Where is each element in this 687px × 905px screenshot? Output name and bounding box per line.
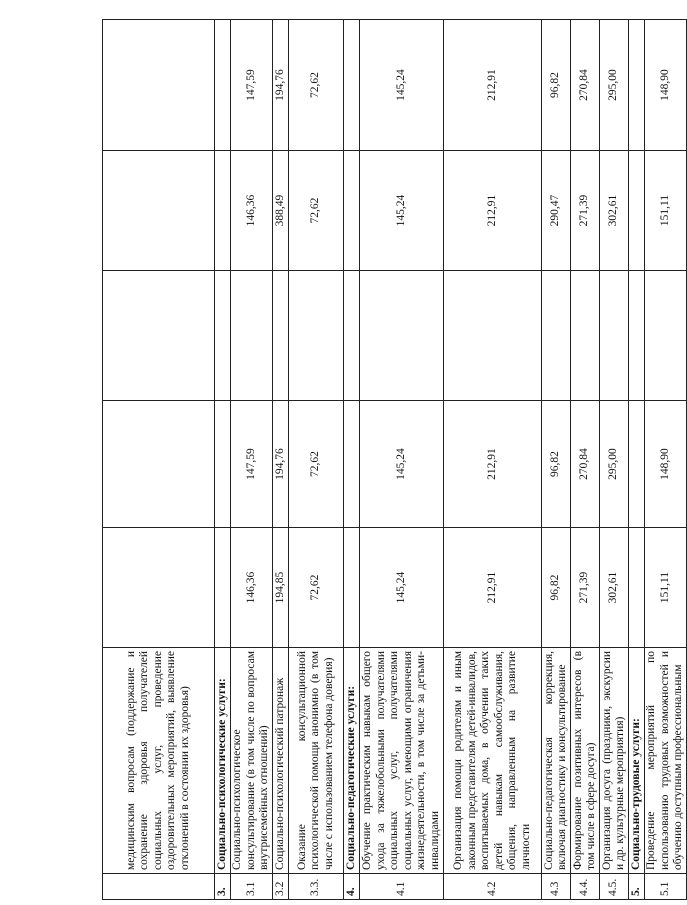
service-name: Проведение мероприятий по использованию трудовых возможностей и обучению доступным профессиональным [645, 648, 687, 874]
row-number: 4.1 [360, 874, 444, 900]
value-cell: 270,84 [571, 401, 600, 528]
value-cell [231, 271, 273, 401]
table-row [231, 20, 273, 900]
value-cell: 145,24 [360, 528, 444, 648]
value-cell: 147,59 [231, 401, 273, 528]
value-cell: 145,24 [360, 20, 444, 151]
section-title: Социально-трудовые услуги: [629, 648, 645, 874]
table-row [444, 20, 542, 900]
value-cell: 148,90 [645, 20, 687, 151]
row-number: 3.3. [289, 874, 344, 900]
value-cell: 212,91 [444, 151, 542, 271]
value-cell: 290,47 [542, 151, 571, 271]
service-name: Обучение практическим навыкам общего ухода за тяжелобольными получателями социальных услуг, получателями социальных услуг, имеющими ограничения жизнедеятельности, в том числе за детьми-инвалидами [360, 648, 444, 874]
value-cell: 72,62 [289, 20, 344, 151]
row-number: 4.2 [444, 874, 542, 900]
value-cell: 212,91 [444, 20, 542, 151]
value-cell: 295,00 [600, 20, 629, 151]
value-cell: 270,84 [571, 20, 600, 151]
value-cell: 96,82 [542, 20, 571, 151]
row-number: 3.1 [231, 874, 273, 900]
value-cell [360, 271, 444, 401]
section-row [629, 20, 645, 900]
section-row [215, 20, 231, 900]
value-cell [600, 271, 629, 401]
service-name: Социально-педагогическая коррекция, включая диагностику и консультирование [542, 648, 571, 874]
value-cell: 146,36 [231, 528, 273, 648]
value-cell: 96,82 [542, 401, 571, 528]
row-number: 4.3 [542, 874, 571, 900]
value-cell: 145,24 [360, 401, 444, 528]
service-name: медицинским вопросам (поддержание и сохранение здоровья получателей социальных услуг, проведение оздоровительных мероприятий, выявление отклонений в состоянии их здоровья) [103, 648, 215, 874]
section-number: 4. [344, 874, 360, 900]
value-cell: 151,11 [645, 151, 687, 271]
value-cell: 302,61 [600, 151, 629, 271]
table-row [103, 20, 215, 900]
value-cell: 388,49 [273, 151, 289, 271]
value-cell [273, 271, 289, 401]
row-number: 4.5. [600, 874, 629, 900]
table-row [571, 20, 600, 900]
value-cell: 295,00 [600, 401, 629, 528]
value-cell [444, 271, 542, 401]
section-number: 5. [629, 874, 645, 900]
section-row [344, 20, 360, 900]
service-name: Организация досуга (праздники, экскурсии и др. культурные мероприятия) [600, 648, 629, 874]
service-name: Социально-психологический патронаж [273, 648, 289, 874]
row-number: 4.4. [571, 874, 600, 900]
tariff-table [102, 19, 687, 900]
value-cell: 96,82 [542, 528, 571, 648]
value-cell: 72,62 [289, 528, 344, 648]
value-cell: 194,85 [273, 528, 289, 648]
section-title: Социально-психологические услуги: [215, 648, 231, 874]
value-cell: 212,91 [444, 528, 542, 648]
service-name: Социально-психологическое консультирование (в том числе по вопросам внутрисемейных отношений) [231, 648, 273, 874]
value-cell: 212,91 [444, 401, 542, 528]
value-cell [571, 271, 600, 401]
row-number: 5.1 [645, 874, 687, 900]
row-number [103, 874, 215, 900]
value-cell: 271,39 [571, 151, 600, 271]
table-row [542, 20, 571, 900]
table-row [600, 20, 629, 900]
service-name: Организация помощи родителям и иным законным представителям детей-инвалидов, воспитываемых дома, в обучении таких детей навыкам самообслуживания, общения, направленным на развитие личности [444, 648, 542, 874]
table-row [289, 20, 344, 900]
table-row [645, 20, 687, 900]
value-cell: 194,76 [273, 401, 289, 528]
value-cell: 148,90 [645, 401, 687, 528]
value-cell: 72,62 [289, 401, 344, 528]
value-cell [542, 271, 571, 401]
value-cell: 194,76 [273, 20, 289, 151]
table-row [360, 20, 444, 900]
value-cell: 271,39 [571, 528, 600, 648]
value-cell: 147,59 [231, 20, 273, 151]
service-name: Оказание консультационной психологической помощи анонимно (в том числе с использованием телефона доверия) [289, 648, 344, 874]
row-number: 3.2 [273, 874, 289, 900]
value-cell [289, 271, 344, 401]
value-cell: 145,24 [360, 151, 444, 271]
service-name: Формирование позитивных интересов (в том числе в сфере досуга) [571, 648, 600, 874]
value-cell: 302,61 [600, 528, 629, 648]
value-cell: 72,62 [289, 151, 344, 271]
value-cell [645, 271, 687, 401]
table-row [273, 20, 289, 900]
section-title: Социально-педагогические услуги: [344, 648, 360, 874]
section-number: 3. [215, 874, 231, 900]
value-cell: 146,36 [231, 151, 273, 271]
value-cell: 151,11 [645, 528, 687, 648]
